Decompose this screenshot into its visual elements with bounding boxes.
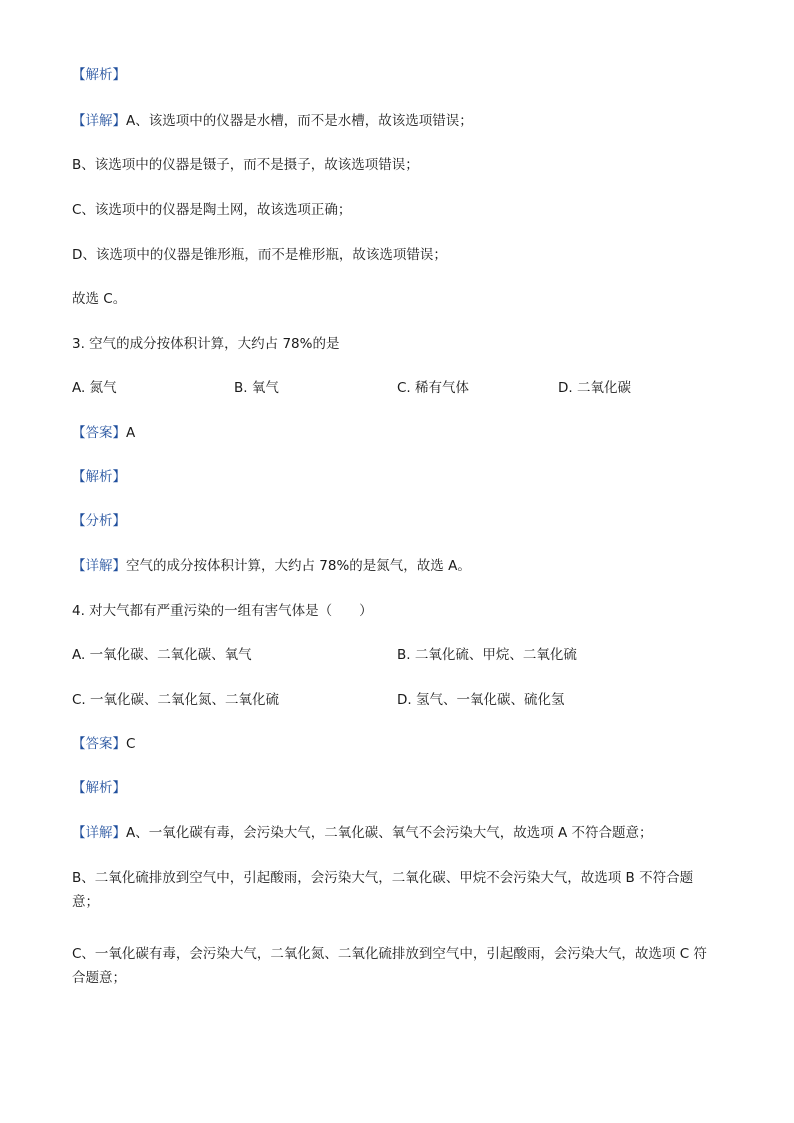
analysis-tag: 【解析】 [72, 469, 126, 485]
q4-answer [72, 735, 754, 754]
q4-option-c: C. 一氧化碳、二氧化氮、二氧化硫 [72, 692, 280, 708]
q4-option-a: A. 一氧化碳、二氧化碳、氧气 [72, 647, 252, 663]
q4-question: 4. 对大气都有严重污染的一组有害气体是（ ） [72, 603, 373, 619]
analysis-tag: 【解析】 [72, 780, 126, 796]
q2-analysis-heading [72, 66, 754, 85]
detail-text: 空气的成分按体积计算，大约占 78%的是氮气，故选 A。 [126, 558, 471, 574]
q2-detail-d: D、该选项中的仪器是锥形瓶，而不是椎形瓶，故该选项错误； [72, 247, 447, 263]
q3-option-a: A. 氮气 [72, 380, 117, 396]
answer-tag: 【答案】 [72, 425, 126, 441]
q3-detail [72, 557, 754, 576]
q3-fenxi-heading [72, 512, 754, 531]
detail-tag: 【详解】 [72, 558, 126, 574]
q4-detail-a [72, 824, 754, 843]
q3-analysis-heading [72, 468, 754, 487]
q3-option-d: D. 二氧化碳 [558, 380, 631, 396]
q4-option-d: D. 氢气、一氧化碳、硫化氢 [397, 692, 565, 708]
answer-value: C [126, 736, 136, 752]
answer-value: A [126, 425, 136, 441]
q4-analysis-heading [72, 779, 754, 798]
q4-detail-b: B、二氧化硫排放到空气中，引起酸雨，会污染大气，二氧化碳、甲烷不会污染大气，故选项 B 不符合题意； [72, 870, 694, 910]
q2-detail-a [72, 112, 754, 131]
detail-text: A、该选项中的仪器是水槽，而不是水槽，故该选项错误； [126, 113, 473, 129]
q2-conclusion: 故选 C。 [72, 291, 127, 307]
q4-option-b: B. 二氧化硫、甲烷、二氧化硫 [397, 647, 577, 663]
q3-question: 3. 空气的成分按体积计算，大约占 78%的是 [72, 336, 340, 352]
detail-text: A、一氧化碳有毒，会污染大气，二氧化碳、氧气不会污染大气，故选项 A 不符合题意； [126, 825, 653, 841]
detail-tag: 【详解】 [72, 113, 126, 129]
q3-option-b: B. 氧气 [234, 380, 279, 396]
detail-tag: 【详解】 [72, 825, 126, 841]
fenxi-tag: 【分析】 [72, 513, 126, 529]
q4-detail-c: C、一氧化碳有毒，会污染大气，二氧化氮、二氧化硫排放到空气中，引起酸雨，会污染大气，故选项 C 符合题意； [72, 946, 707, 986]
q3-option-c: C. 稀有气体 [397, 380, 470, 396]
analysis-tag: 【解析】 [72, 67, 126, 83]
q3-answer [72, 424, 754, 443]
q2-detail-b: B、该选项中的仪器是镊子，而不是摄子，故该选项错误； [72, 157, 419, 173]
q2-detail-c: C、该选项中的仪器是陶土网，故该选项正确； [72, 202, 352, 218]
answer-tag: 【答案】 [72, 736, 126, 752]
